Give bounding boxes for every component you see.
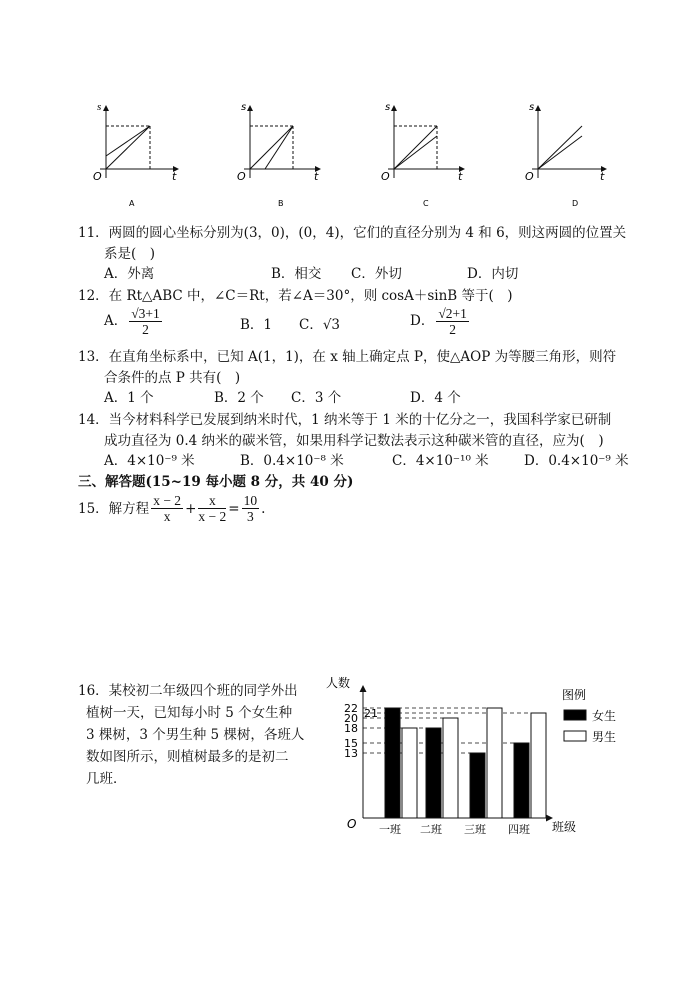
q13-text-line2: 合条件的点 P 共有( ) [104, 370, 241, 386]
graph-b [237, 102, 320, 208]
section-heading: 三、解答题(15~19 每小题 8 分，共 40 分) [78, 474, 354, 490]
q15-fraction-2 [198, 493, 226, 524]
graph-caption-c: C [423, 199, 429, 208]
q16-text [78, 680, 304, 790]
fraction-numerator: x − 2 [153, 493, 182, 508]
fraction-numerator: 10 [243, 493, 258, 508]
t-axis-label: t [600, 170, 605, 183]
fraction-denominator: 2 [449, 322, 456, 337]
x-tick-label: 四班 [508, 823, 530, 836]
q12-option-c: C．√3 [299, 317, 341, 333]
y-tick-label: 15 [344, 737, 358, 750]
x-axis-label: 班级 [552, 820, 577, 834]
fraction-denominator: 2 [142, 322, 149, 337]
bar-female [385, 708, 400, 818]
t-axis-label: t [458, 170, 463, 183]
q13-option-b: B．2 个 [214, 390, 264, 406]
q13-option-d: D．4 个 [410, 390, 461, 406]
legend-swatch-female [564, 710, 586, 720]
bar-male [402, 728, 417, 818]
t-axis-label: t [314, 170, 319, 183]
y-axis-label: 人数 [326, 676, 351, 690]
fraction-numerator: √3+1 [131, 306, 160, 321]
q13-option-c: C．3 个 [291, 390, 342, 406]
x-tick-label: 二班 [420, 823, 442, 836]
origin-label: O [347, 817, 357, 831]
q12-option-d-label: D． [410, 313, 435, 329]
q12-option-a [104, 306, 164, 337]
x-tick-label: 一班 [379, 823, 401, 836]
s-axis-label: s [385, 102, 391, 113]
q13-option-a: A．1 个 [104, 390, 154, 406]
legend-title: 图例 [562, 688, 587, 702]
bar-male [443, 718, 458, 818]
bar-male [487, 708, 502, 818]
y-tick-label: 22 [344, 702, 358, 715]
q15-equation [78, 493, 265, 524]
q15-fraction-1 [151, 493, 183, 524]
q16-line: 几班． [86, 771, 127, 787]
origin-label: O [93, 170, 102, 183]
q12-option-d-fraction [436, 306, 469, 337]
graph-caption-d: D [572, 199, 579, 208]
bar-chart [320, 660, 620, 850]
bar-female [470, 753, 485, 818]
q15-fraction-3 [242, 493, 260, 524]
origin-label: O [525, 170, 534, 183]
q12-option-d [410, 306, 471, 337]
fraction-numerator: √2+1 [438, 306, 467, 321]
s-axis-label: s [529, 102, 535, 113]
q14-option-d: D．0.4×10⁻⁹ 米 [524, 453, 629, 469]
fraction-numerator: x [198, 493, 226, 509]
q12-option-b: B．1 [240, 317, 273, 333]
graph-caption-b: B [278, 199, 284, 208]
graph-c [381, 102, 464, 208]
q12-option-a-label: A． [104, 313, 128, 329]
origin-label: O [237, 170, 246, 183]
legend-label: 男生 [592, 730, 617, 744]
q14-text-line2: 成功直径为 0.4 纳米的碳米管，如果用科学记数法表示这种碳米管的直径，应为( ) [104, 433, 604, 449]
q14-option-c: C．4×10⁻¹⁰ 米 [392, 453, 489, 469]
q14-option-a: A．4×10⁻⁹ 米 [104, 453, 195, 469]
q13-text-line1: 13．在直角坐标系中，已知 A(1，1)，在 x 轴上确定点 P，使△AOP 为等腰三角形，则符 [78, 349, 617, 365]
q12-text: 12．在 Rt△ABC 中，∠C＝Rt，若∠A＝30°，则 cosA＋sinB 等于( ) [78, 288, 513, 304]
q11-option-b: B．相交 [271, 266, 322, 282]
s-axis-label: s [241, 102, 247, 113]
q15-label: 15．解方程 [78, 500, 150, 517]
graph-caption-a: A [129, 199, 135, 208]
graph-d [525, 102, 606, 208]
q12-option-a-fraction [129, 306, 162, 337]
q14-text-line1: 14．当今材料科学已发展到纳米时代，1 纳米等于 1 米的十亿分之一，我国科学家已研制 [78, 412, 612, 428]
period: . [261, 500, 266, 517]
bar-female [514, 743, 529, 818]
q11-text-line1: 11．两圆的圆心坐标分别为(3，0)，(0，4)，它们的直径分别为 4 和 6，则这两圆的位置关 [78, 225, 627, 241]
y-tick-label: 18 [344, 722, 358, 735]
fraction-denominator: x [163, 509, 171, 524]
q11-text-line2: 系是( ) [104, 246, 156, 262]
q14-option-b: B．0.4×10⁻⁸ 米 [240, 453, 344, 469]
origin-label: O [381, 170, 390, 183]
t-axis-label: t [172, 170, 177, 183]
graph-a [93, 101, 178, 208]
q16-line: 3 棵树，3 个男生种 5 棵树，各班人 [86, 727, 305, 743]
y-tick-label: 13 [344, 747, 358, 760]
bar-female [426, 728, 441, 818]
x-tick-label: 三班 [464, 823, 486, 836]
q11-option-c: C．外切 [351, 266, 402, 282]
plus-sign: + [185, 500, 197, 517]
fraction-denominator: 3 [246, 509, 254, 524]
q16-line: 16．某校初二年级四个班的同学外出 [78, 683, 298, 699]
legend-swatch-male [564, 731, 586, 741]
y-tick-label: 20 [344, 712, 358, 725]
s-axis-label: s [97, 101, 102, 113]
distance-time-graphs [0, 0, 696, 215]
fraction-denominator: x − 2 [198, 509, 227, 524]
q11-option-d: D．内切 [467, 266, 519, 282]
equals-sign: = [228, 500, 240, 517]
legend-label: 女生 [592, 709, 617, 723]
q16-line: 数如图所示，则植树最多的是初二 [86, 749, 289, 765]
q16-line: 植树一天，已知每小时 5 个女生种 [86, 705, 293, 721]
y-tick-label: 21 [364, 707, 378, 720]
q11-option-a: A．外离 [104, 266, 155, 282]
bar-male [531, 713, 546, 818]
